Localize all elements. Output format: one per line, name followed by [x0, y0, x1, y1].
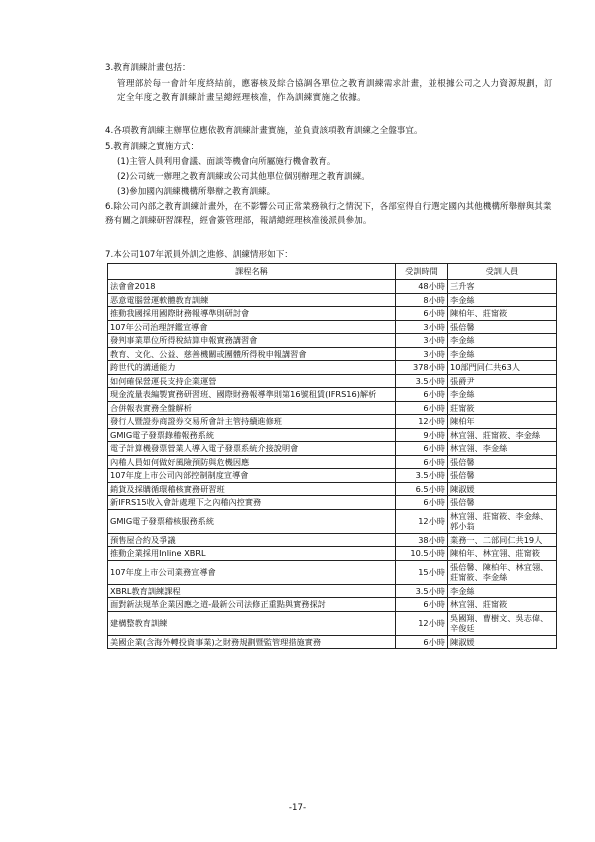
hours-cell: 3小時: [396, 347, 448, 361]
table-row: [108, 455, 557, 469]
table-row: [108, 560, 557, 584]
table-row: [108, 496, 557, 510]
hours-cell: 8小時: [396, 293, 448, 307]
hours-cell: 15小時: [396, 560, 448, 584]
people-cell: 張倍馨、陳柏年、林宜翎、莊甯筱、李金絲: [448, 560, 557, 584]
course-cell: 現金流量表編製實務研習班、國際財務報導準則第16號租賃(IFRS16)解析: [108, 388, 396, 402]
table-row: [108, 307, 557, 321]
hours-cell: 3.5小時: [396, 374, 448, 388]
hours-cell: 12小時: [396, 415, 448, 429]
people-cell: 吳國翔、曹樹文、吳志偉、辛俊廷: [448, 611, 557, 635]
table-row: [108, 469, 557, 483]
people-cell: 陳淑媛: [448, 482, 557, 496]
table-header-row: [108, 264, 557, 280]
table-row: [108, 334, 557, 348]
table-row: [108, 401, 557, 415]
people-cell: 張倍馨: [448, 455, 557, 469]
course-cell: 107年度上市公司內部控制制度宣導會: [108, 469, 396, 483]
item6-text: 6.除公司內部之教育訓練計畫外，在不影響公司正常業務執行之情況下，各部室得自行選定國內其他機構所舉辦與其業務有關之訓練研習課程，經會簽管理部，報請總經理核准後派員參加。: [105, 202, 552, 226]
people-cell: 陳淑媛: [448, 635, 557, 649]
course-cell: 發判事業單位所得稅結算申報實務講習會: [108, 334, 396, 348]
hours-cell: 10.5小時: [396, 547, 448, 561]
table-row: [108, 482, 557, 496]
hours-cell: 6小時: [396, 496, 448, 510]
table-row: [108, 320, 557, 334]
course-cell: GMIG電子發票錄稽報務系統: [108, 428, 396, 442]
people-cell: 李金絲: [448, 293, 557, 307]
table-body: [108, 280, 557, 649]
item5-sub2: (2)公司統一辦理之教育訓練或公司其他單位個別辦理之教育訓練。: [117, 172, 370, 182]
people-cell: 三升客: [448, 280, 557, 294]
course-cell: 107年度上市公司業務宣導會: [108, 560, 396, 584]
people-cell: 林宜翎、莊甯筱、李金絲、郭小翁: [448, 509, 557, 533]
people-cell: 林宜翎、莊甯筱、李金絲: [448, 428, 557, 442]
course-cell: 107年公司治理評鑑宣導會: [108, 320, 396, 334]
item4-text: 4.各項教育訓練主辦單位應依教育訓練計畫實施，並負責該項教育訓練之全盤事宜。: [105, 126, 423, 136]
table-row: [108, 428, 557, 442]
people-cell: 林宜翎、莊甯筱: [448, 598, 557, 612]
course-cell: 發行人暨證券商證券交易所會計主管持續進修班: [108, 415, 396, 429]
course-cell: 推動企業採用Inline XBRL: [108, 547, 396, 561]
table-row: [108, 635, 557, 649]
course-cell: 推動我國採用國際財務報導準則研討會: [108, 307, 396, 321]
table-row: [108, 347, 557, 361]
course-cell: 如何確保營運長支持企業運營: [108, 374, 396, 388]
course-cell: 銷貨及採購循環稽核實務研習班: [108, 482, 396, 496]
table-row: [108, 584, 557, 598]
item3-body: 管理部於每一會計年度終結前，應審核及綜合協調各單位之教育訓練需求計畫，並根據公司之人力資源規劃，訂定全年度之教育訓練計畫呈總經理核准，作為訓練實施之依據。: [117, 79, 553, 103]
people-cell: 莊甯筱: [448, 401, 557, 415]
course-cell: 面對新法規革企業因應之道-最新公司法修正重點與實務探討: [108, 598, 396, 612]
people-cell: 陳柏年、莊甯筱: [448, 307, 557, 321]
table-row: [108, 533, 557, 547]
people-cell: 張倍馨: [448, 320, 557, 334]
table-row: [108, 442, 557, 456]
people-cell: 10部門同仁共63人: [448, 361, 557, 375]
hours-cell: 38小時: [396, 533, 448, 547]
table-row: [108, 611, 557, 635]
people-cell: 張倍馨: [448, 469, 557, 483]
people-cell: 李金絲: [448, 584, 557, 598]
course-cell: 教育、文化、公益、慈善機關或團體所得稅申報講習會: [108, 347, 396, 361]
table-row: [108, 388, 557, 402]
table-row: [108, 598, 557, 612]
hours-cell: 378小時: [396, 361, 448, 375]
course-cell: 新IFRS15收入會計處理下之內稽內控實務: [108, 496, 396, 510]
table-row: [108, 374, 557, 388]
header-hours: 受訓時間: [396, 264, 448, 280]
people-cell: 張爵尹: [448, 374, 557, 388]
hours-cell: 3.5小時: [396, 584, 448, 598]
hours-cell: 12小時: [396, 611, 448, 635]
item5-sub1: (1)主管人員利用會議、面談等機會向所屬施行機會教育。: [117, 157, 336, 167]
hours-cell: 6小時: [396, 307, 448, 321]
people-cell: 李金絲: [448, 388, 557, 402]
people-cell: 李金絲: [448, 334, 557, 348]
course-cell: 建構整教育訓練: [108, 611, 396, 635]
hours-cell: 48小時: [396, 280, 448, 294]
table-row: [108, 415, 557, 429]
course-cell: 合併報表實務全盤解析: [108, 401, 396, 415]
course-cell: 內稽人員如何做好風險預防與危機因應: [108, 455, 396, 469]
hours-cell: 6.5小時: [396, 482, 448, 496]
table-row: [108, 547, 557, 561]
hours-cell: 3小時: [396, 334, 448, 348]
training-table: [107, 263, 557, 649]
table-row: [108, 280, 557, 294]
item7-text: 7.本公司107年派員外訓之進修、訓練情形如下：: [105, 250, 293, 260]
hours-cell: 6小時: [396, 455, 448, 469]
people-cell: 陳柏年、林宜翎、莊甯筱: [448, 547, 557, 561]
course-cell: 美國企業(含海外轉投資事業)之財務規劃暨監管理措施實務: [108, 635, 396, 649]
course-cell: 法會會2018: [108, 280, 396, 294]
course-cell: 電子計算機發票營業人導入電子發票系統介接說明會: [108, 442, 396, 456]
people-cell: 陳柏年: [448, 415, 557, 429]
hours-cell: 9小時: [396, 428, 448, 442]
hours-cell: 6小時: [396, 635, 448, 649]
people-cell: 業務一、二部同仁共19人: [448, 533, 557, 547]
course-cell: 預售屋合約及爭議: [108, 533, 396, 547]
course-cell: XBRL教育訓練課程: [108, 584, 396, 598]
course-cell: 恶意電腦營運軟體教育訓練: [108, 293, 396, 307]
people-cell: 林宜翎、李金絲: [448, 442, 557, 456]
hours-cell: 6小時: [396, 598, 448, 612]
hours-cell: 6小時: [396, 401, 448, 415]
hours-cell: 3.5小時: [396, 469, 448, 483]
hours-cell: 6小時: [396, 388, 448, 402]
header-course: 課程名稱: [108, 264, 396, 280]
table-row: [108, 293, 557, 307]
people-cell: 李金絲: [448, 347, 557, 361]
hours-cell: 3小時: [396, 320, 448, 334]
table-row: [108, 361, 557, 375]
hours-cell: 6小時: [396, 442, 448, 456]
page-number: -17-: [288, 803, 307, 813]
table-row: [108, 509, 557, 533]
header-people: 受訓人員: [448, 264, 557, 280]
item5-title: 5.教育訓練之實施方式：: [105, 142, 200, 152]
people-cell: 張倍馨: [448, 496, 557, 510]
item5-sub3: (3)參加國內訓練機構所舉辦之教育訓練。: [117, 187, 276, 197]
item3-title: 3.教育訓練計畫包括：: [105, 63, 191, 73]
course-cell: 跨世代的溝通能力: [108, 361, 396, 375]
course-cell: GMIG電子發票稽核服務系統: [108, 509, 396, 533]
hours-cell: 12小時: [396, 509, 448, 533]
